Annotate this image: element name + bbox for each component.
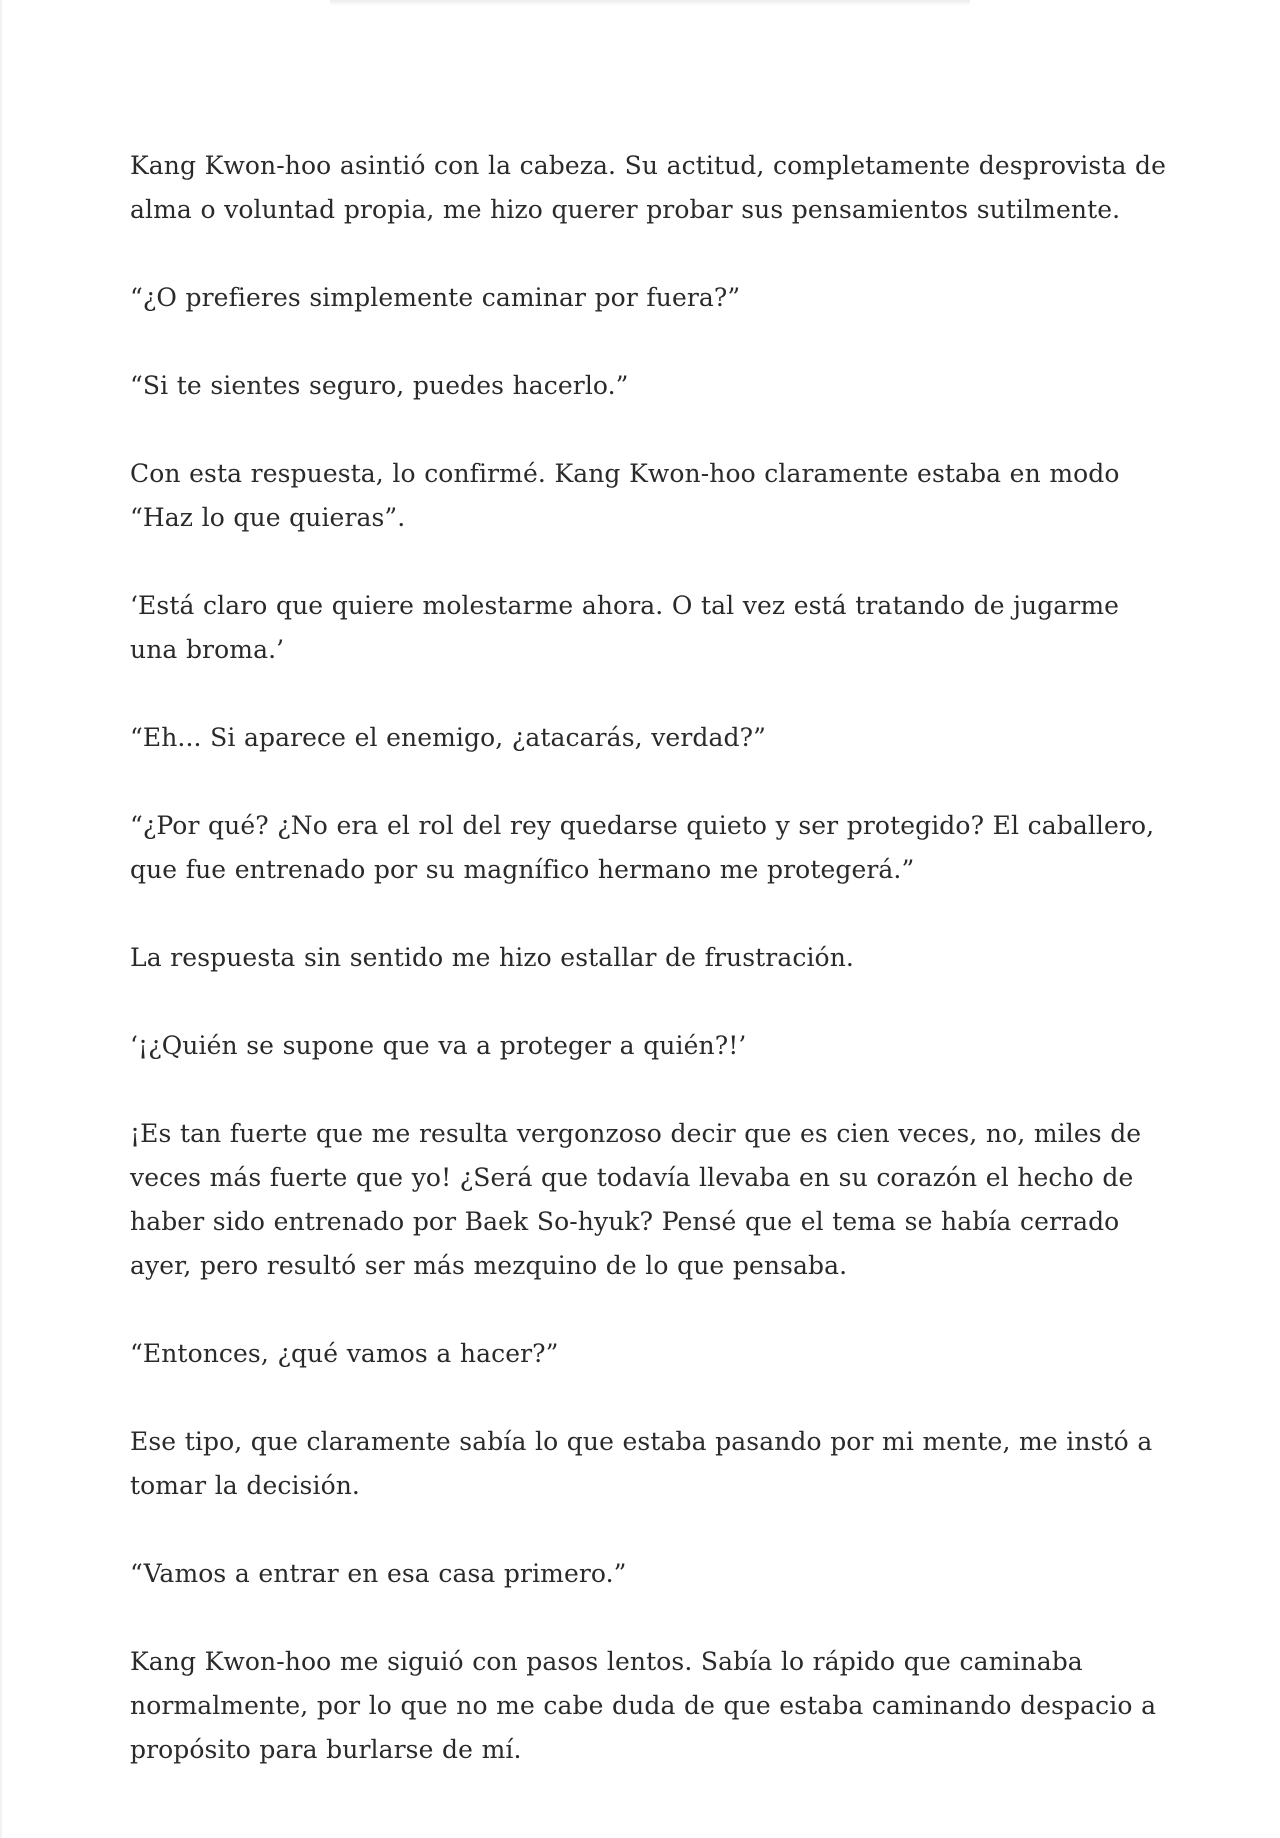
- paragraph: “Eh... Si aparece el enemigo, ¿atacarás, verdad?”: [130, 723, 766, 752]
- story-text: [130, 144, 1170, 1816]
- paragraph: “Entonces, ¿qué vamos a hacer?”: [130, 1339, 559, 1368]
- paragraph: Kang Kwon-hoo asintió con la cabeza. Su actitud, completamente desprovista de alma o voluntad propia, me hizo querer probar sus pensamientos sutilmente.: [130, 151, 1166, 224]
- paragraph: ‘¡¿Quién se supone que va a proteger a quién?!’: [130, 1031, 747, 1060]
- paragraph: ‘Está claro que quiere molestarme ahora. O tal vez está tratando de jugarme una broma.’: [130, 591, 1120, 664]
- paragraph: “Si te sientes seguro, puedes hacerlo.”: [130, 371, 629, 400]
- paragraph: “¿O prefieres simplemente caminar por fuera?”: [130, 283, 741, 312]
- paragraph: “Vamos a entrar en esa casa primero.”: [130, 1559, 627, 1588]
- top-scroll-shadow: [330, 0, 970, 6]
- paragraph: La respuesta sin sentido me hizo estallar de frustración.: [130, 943, 854, 972]
- page-edge: [0, 0, 2, 1838]
- paragraph: Kang Kwon-hoo me siguió con pasos lentos. Sabía lo rápido que caminaba normalmente, por lo que no me cabe duda de que estaba caminando despacio a propósito para burlarse de mí.: [130, 1647, 1157, 1764]
- paragraph: ¡Es tan fuerte que me resulta vergonzoso decir que es cien veces, no, miles de veces más fuerte que yo! ¿Será que todavía llevaba en su corazón el hecho de haber sido entrenado por Baek So-hyuk? Pensé que el tema se había cerrado ayer, pero resultó ser más mezquino de lo que pensaba.: [130, 1119, 1142, 1280]
- paragraph: “¿Por qué? ¿No era el rol del rey quedarse quieto y ser protegido? El caballero, que fue entrenado por su magnífico hermano me protegerá.”: [130, 811, 1155, 884]
- paragraph: Con esta respuesta, lo confirmé. Kang Kwon-hoo claramente estaba en modo “Haz lo que quieras”.: [130, 459, 1120, 532]
- paragraph: Ese tipo, que claramente sabía lo que estaba pasando por mi mente, me instó a tomar la decisión.: [130, 1427, 1153, 1500]
